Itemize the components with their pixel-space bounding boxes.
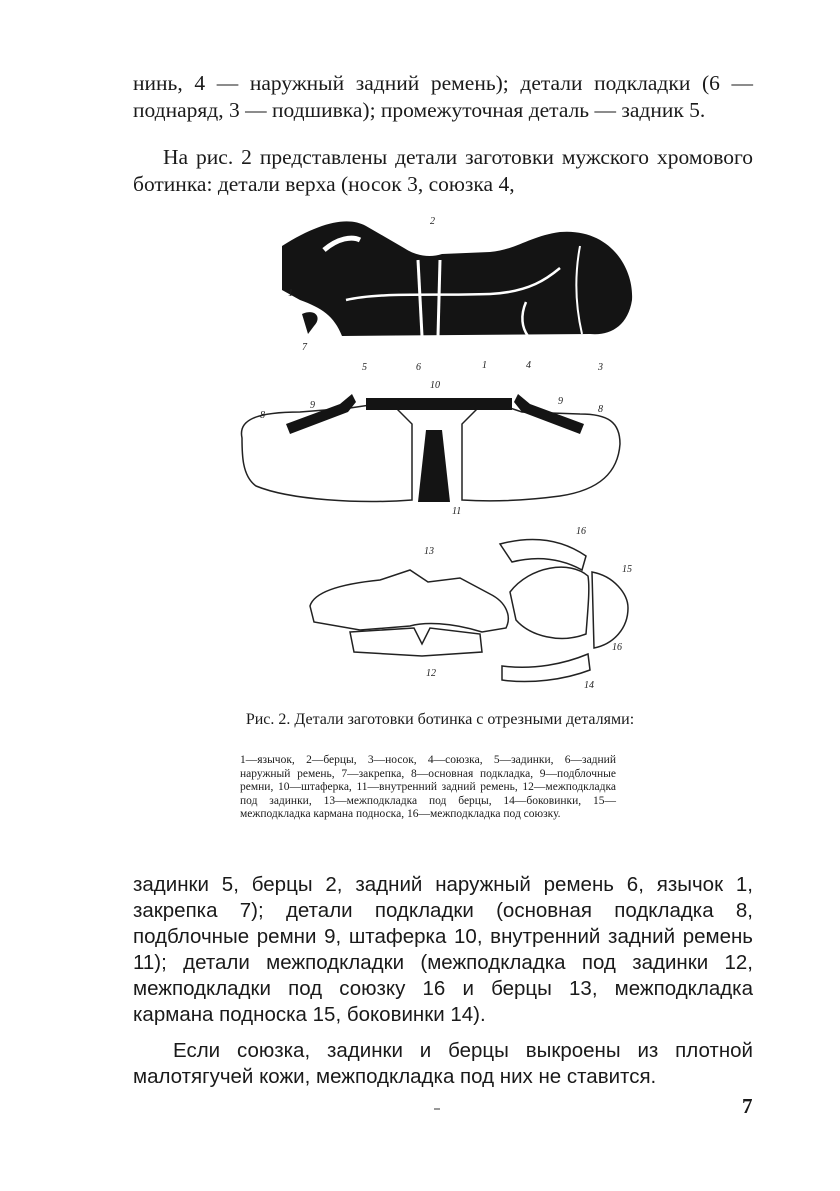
- paragraph-interlining-note: Если союзка, задинки и берцы выкроены из плотной малотягучей кожи, межподкладка под них не ставится.: [133, 1039, 753, 1088]
- label-8-right: 8: [598, 404, 603, 415]
- label-9-right: 9: [558, 396, 563, 407]
- label-1: 1: [482, 360, 487, 371]
- figure-boot-parts: [230, 208, 650, 698]
- label-3: 3: [598, 362, 603, 373]
- label-1-tongue: 1: [288, 288, 293, 299]
- upper-assembly: [282, 221, 632, 336]
- paragraph-parts-list: задинки 5, берцы 2, задний наружный ремень 6, язычок 1, закрепка 7); детали подкладки (основная подкладка 8, подблочные ремни 9, штаферка 10, внутренний задний ремень 11); детали межподкладки (межподкладка под задинки 12, межподкладки под союзку 16 и берцы 13, межподкладка кармана подноска 15, боковинки 14).: [133, 873, 753, 1026]
- paragraph-figure-reference: На рис. 2 представлены детали заготовки мужского хромового ботинка: детали верха (носок 3, союзка 4,: [133, 145, 753, 196]
- label-11: 11: [452, 506, 462, 517]
- lining-assembly: [241, 394, 620, 502]
- label-10: 10: [430, 380, 440, 391]
- label-14: 14: [584, 680, 594, 691]
- label-4: 4: [526, 360, 531, 371]
- label-12: 12: [426, 668, 436, 679]
- interlining-assembly: [310, 540, 628, 682]
- label-15: 15: [622, 564, 632, 575]
- figure-caption-title: Рис. 2. Детали заготовки ботинка с отрезными деталями:: [245, 711, 635, 728]
- label-9-left: 9: [310, 400, 315, 411]
- label-13: 13: [424, 546, 434, 557]
- label-7: 7: [302, 342, 307, 353]
- label-8-left: 8: [260, 410, 265, 421]
- footer-dash: [434, 1108, 440, 1110]
- paragraph-intro: нинь, 4 — наружный задний ремень); детали подкладки (6 — поднаряд, 3 — подшивка); промежуточная деталь — задник 5.: [133, 71, 753, 122]
- label-16-bottom: 16: [612, 642, 622, 653]
- label-5: 5: [362, 362, 367, 373]
- page-number: 7: [742, 1094, 753, 1118]
- label-2: 2: [430, 216, 435, 227]
- label-16-top: 16: [576, 526, 586, 537]
- figure-caption-legend: 1—язычок, 2—берцы, 3—носок, 4—союзка, 5—задинки, 6—задний наружный ремень, 7—закрепка, 8—основная подкладка, 9—подблочные ремни, 10—штаферка, 11—внутренний задний ремень, 12—межподкладка под задинки, 13—межподкладка под берцы, 14—боковинки, 15—межподкладка кармана подноска, 16—межподкладка под союзку.: [240, 754, 616, 821]
- label-6: 6: [416, 362, 421, 373]
